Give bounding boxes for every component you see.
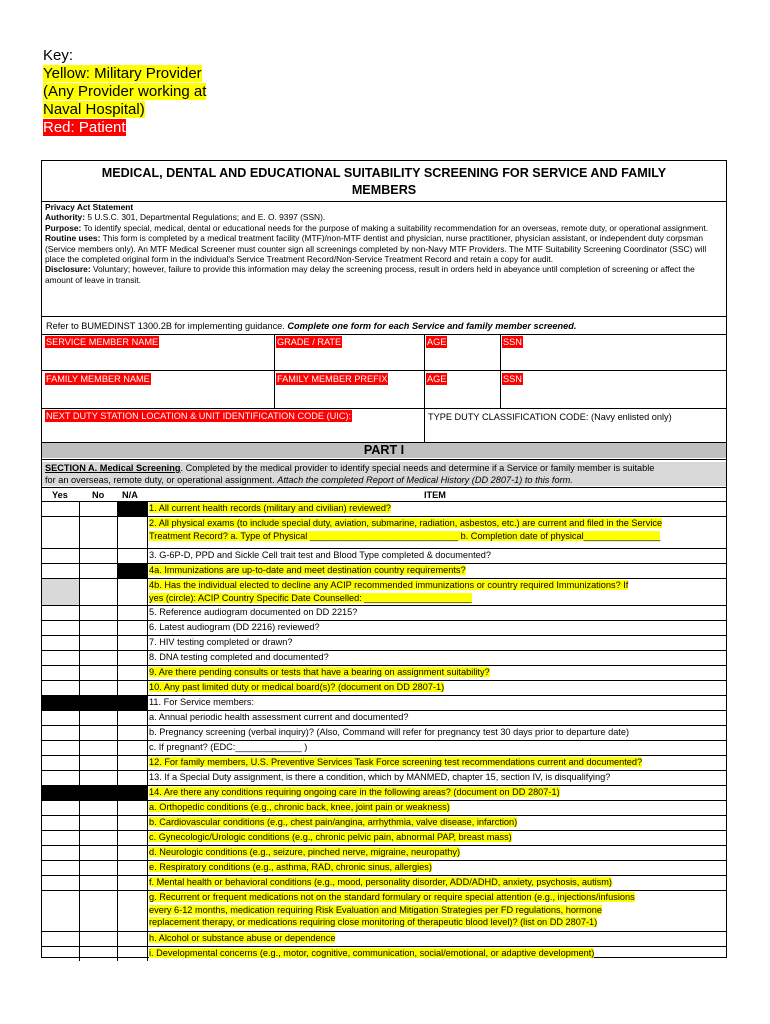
item-text: f. Mental health or behavioral conditions (e.g., mood, personality disorder, ADD/ADHD, anxiety, psychosis, autism) bbox=[149, 877, 612, 887]
item-row bbox=[42, 635, 726, 650]
na-checkbox[interactable] bbox=[118, 516, 148, 548]
yes-checkbox[interactable] bbox=[42, 890, 80, 931]
yes-checkbox[interactable] bbox=[42, 830, 80, 845]
no-checkbox[interactable] bbox=[80, 516, 118, 548]
item-text: e. Respiratory conditions (e.g., asthma, RAD, chronic sinus, allergies) bbox=[149, 862, 432, 872]
na-checkbox[interactable] bbox=[118, 770, 148, 785]
yes-checkbox[interactable] bbox=[42, 860, 80, 875]
key-yellow-line-3: Naval Hospital) bbox=[43, 101, 145, 118]
item-row bbox=[42, 770, 726, 785]
no-checkbox[interactable] bbox=[80, 931, 118, 946]
part-title: PART I bbox=[42, 443, 726, 458]
yes-checkbox bbox=[42, 695, 80, 710]
item-row bbox=[42, 725, 726, 740]
item-row bbox=[42, 740, 726, 755]
no-checkbox[interactable] bbox=[80, 770, 118, 785]
na-checkbox[interactable] bbox=[118, 800, 148, 815]
na-checkbox[interactable] bbox=[118, 605, 148, 620]
section-a-label: SECTION A. Medical Screening bbox=[45, 463, 181, 473]
item-row bbox=[42, 785, 726, 800]
item-text: 14. Are there any conditions requiring ongoing care in the following areas? (document on DD 2807-1) bbox=[149, 787, 560, 797]
title-line-1: MEDICAL, DENTAL AND EDUCATIONAL SUITABILITY SCREENING FOR SERVICE AND FAMILY bbox=[101, 166, 667, 180]
na-checkbox bbox=[118, 501, 148, 516]
na-checkbox[interactable] bbox=[118, 578, 148, 605]
authority-text: 5 U.S.C. 301, Departmental Regulations; and E. O. 9397 (SSN). bbox=[87, 212, 326, 223]
yes-checkbox[interactable] bbox=[42, 875, 80, 890]
yes-checkbox[interactable] bbox=[42, 815, 80, 830]
na-checkbox[interactable] bbox=[118, 680, 148, 695]
item-text: h. Alcohol or substance abuse or dependence bbox=[149, 933, 336, 943]
yes-checkbox[interactable] bbox=[42, 605, 80, 620]
item-row bbox=[42, 710, 726, 725]
item-text: i. Developmental concerns (e.g., motor, cognitive, communication, social/emotional, or adaptive development) bbox=[149, 948, 595, 958]
na-checkbox[interactable] bbox=[118, 875, 148, 890]
yes-checkbox[interactable] bbox=[42, 665, 80, 680]
grade-rate-field[interactable]: GRADE / RATE bbox=[277, 337, 342, 347]
na-checkbox[interactable] bbox=[118, 665, 148, 680]
item-text: g. Recurrent or frequent medications not on the standard formulary or require special attention (e.g., injections/infusions every 6-12 months, medication requiring Risk Evaluation and Mitigation Strategies per FD regulations, hormone replacement therapy, or medications requiring close monitoring of therapeutic blood level)? (list on DD 2807-1) bbox=[149, 892, 635, 928]
na-checkbox[interactable] bbox=[118, 815, 148, 830]
item-row bbox=[42, 665, 726, 680]
no-checkbox[interactable] bbox=[80, 578, 118, 605]
no-checkbox[interactable] bbox=[80, 563, 118, 578]
no-checkbox[interactable] bbox=[80, 635, 118, 650]
no-checkbox[interactable] bbox=[80, 605, 118, 620]
no-checkbox[interactable] bbox=[80, 740, 118, 755]
privacy-heading: Privacy Act Statement bbox=[45, 202, 134, 212]
item-row bbox=[42, 563, 726, 578]
no-checkbox[interactable] bbox=[80, 665, 118, 680]
routine-uses-text: This form is completed by a medical treatment facility (MTF)/non-MTF dentist and physician, nurse practitioner, physician assistant, or independent duty corpsman (Service members only). An MTF Medical Screener must counter sign all screenings completed by non-Navy MTF Providers. The MTF Suitability Screening Coordinator (SSC) will place the completed original form in the individual's Service Treatment Record/Non-Service Treatment Record and retain a copy for audit. bbox=[45, 233, 707, 265]
ssn-field-2[interactable]: SSN bbox=[503, 374, 522, 384]
no-checkbox[interactable] bbox=[80, 548, 118, 563]
col-na: N/A bbox=[122, 490, 138, 500]
item-text: b. Cardiovascular conditions (e.g., chest pain/angina, arrhythmia, valve disease, infarction) bbox=[149, 817, 518, 827]
item-row bbox=[42, 860, 726, 875]
col-item: ITEM bbox=[424, 490, 446, 500]
yes-checkbox[interactable] bbox=[42, 946, 80, 961]
no-checkbox[interactable] bbox=[80, 755, 118, 770]
authority-label: Authority: bbox=[45, 212, 86, 223]
na-checkbox[interactable] bbox=[118, 890, 148, 931]
no-checkbox[interactable] bbox=[80, 680, 118, 695]
item-text: 4a. Immunizations are up-to-date and meet destination country requirements? bbox=[149, 565, 466, 575]
age-field-1[interactable]: AGE bbox=[427, 337, 447, 347]
item-row bbox=[42, 548, 726, 563]
yes-checkbox[interactable] bbox=[42, 635, 80, 650]
na-checkbox[interactable] bbox=[118, 548, 148, 563]
na-checkbox[interactable] bbox=[118, 931, 148, 946]
form-title bbox=[42, 165, 726, 199]
item-text: 8. DNA testing completed and documented? bbox=[149, 652, 329, 662]
no-checkbox[interactable] bbox=[80, 830, 118, 845]
family-member-name-field[interactable]: FAMILY MEMBER NAME bbox=[46, 374, 150, 384]
yes-checkbox[interactable] bbox=[42, 620, 80, 635]
na-checkbox[interactable] bbox=[118, 830, 148, 845]
title-line-2: MEMBERS bbox=[351, 183, 417, 197]
na-checkbox[interactable] bbox=[118, 725, 148, 740]
item-text: 10. Any past limited duty or medical board(s)? (document on DD 2807-1) bbox=[149, 682, 445, 692]
item-row bbox=[42, 800, 726, 815]
item-row bbox=[42, 605, 726, 620]
yes-checkbox[interactable] bbox=[42, 516, 80, 548]
item-text: 6. Latest audiogram (DD 2216) reviewed? bbox=[149, 622, 320, 632]
na-checkbox[interactable] bbox=[118, 740, 148, 755]
yes-checkbox[interactable] bbox=[42, 501, 80, 516]
na-checkbox[interactable] bbox=[118, 710, 148, 725]
disclosure-label: Disclosure: bbox=[45, 264, 91, 275]
key-heading: Key: bbox=[43, 47, 74, 64]
item-text: 3. G-6P-D, PPD and Sickle Cell trait test and Blood Type completed & documented? bbox=[149, 550, 491, 560]
next-duty-station-field[interactable]: NEXT DUTY STATION LOCATION & UNIT IDENTIFICATION CODE (UIC): bbox=[46, 411, 352, 421]
item-row bbox=[42, 755, 726, 770]
item-row bbox=[42, 946, 726, 961]
refer-guidance: Refer to BUMEDINST 1300.2B for implementing guidance. Complete one form for each Service and family member screened. bbox=[46, 321, 577, 331]
item-text: c. If pregnant? (EDC:_____________ ) bbox=[149, 742, 308, 752]
item-row bbox=[42, 620, 726, 635]
no-checkbox[interactable] bbox=[80, 845, 118, 860]
no-checkbox bbox=[80, 785, 118, 800]
yes-checkbox[interactable] bbox=[42, 755, 80, 770]
item-text: 2. All physical exams (to include special duty, aviation, submarine, radiation, asbestos, etc.) are current and filed in the Service Treatment Record? a. Type of Physical _____________________________ b. Completion date of physical_______________ bbox=[149, 518, 663, 541]
no-checkbox[interactable] bbox=[80, 710, 118, 725]
na-checkbox bbox=[118, 563, 148, 578]
disclosure-text: Voluntary; however, failure to provide this information may delay the screening process, result in orders held in abeyance until completion of screening or affect the amount of leave in transit. bbox=[45, 264, 695, 285]
item-row bbox=[42, 501, 726, 516]
key-yellow-line-2: (Any Provider working at bbox=[43, 83, 207, 100]
type-duty-classification-field[interactable]: TYPE DUTY CLASSIFICATION CODE: (Navy enlisted only) bbox=[428, 412, 672, 422]
na-checkbox[interactable] bbox=[118, 755, 148, 770]
yes-checkbox[interactable] bbox=[42, 931, 80, 946]
item-text: 4b. Has the individual elected to decline any ACIP recommended immunizations or country required Immunizations? If yes (circle): ACIP Country Specific Date Counselled: _____________________ bbox=[149, 580, 629, 603]
na-checkbox[interactable] bbox=[118, 620, 148, 635]
na-checkbox bbox=[118, 695, 148, 710]
col-no: No bbox=[92, 490, 105, 500]
privacy-act-statement bbox=[45, 202, 723, 285]
no-checkbox[interactable] bbox=[80, 815, 118, 830]
no-checkbox[interactable] bbox=[80, 501, 118, 516]
age-field-2[interactable]: AGE bbox=[427, 374, 447, 384]
no-checkbox[interactable] bbox=[80, 946, 118, 961]
item-text: a. Orthopedic conditions (e.g., chronic back, knee, joint pain or weakness) bbox=[149, 802, 450, 812]
item-text: 5. Reference audiogram documented on DD 2215? bbox=[149, 607, 358, 617]
yes-checkbox[interactable] bbox=[42, 800, 80, 815]
key-red-label: Red: Patient bbox=[43, 119, 126, 136]
item-text: a. Annual periodic health assessment current and documented? bbox=[149, 712, 409, 722]
item-row bbox=[42, 890, 726, 931]
routine-uses-label: Routine uses: bbox=[45, 233, 101, 244]
yes-checkbox[interactable] bbox=[42, 770, 80, 785]
item-text: 7. HIV testing completed or drawn? bbox=[149, 637, 293, 647]
yes-checkbox[interactable] bbox=[42, 845, 80, 860]
screening-form bbox=[41, 160, 727, 958]
no-checkbox[interactable] bbox=[80, 860, 118, 875]
yes-checkbox bbox=[42, 785, 80, 800]
no-checkbox[interactable] bbox=[80, 800, 118, 815]
item-row bbox=[42, 845, 726, 860]
no-checkbox[interactable] bbox=[80, 650, 118, 665]
purpose-text: To identify special, medical, dental or educational needs for the purpose of making a suitability recommendation for an overseas, remote duty, or operational assignment. bbox=[83, 222, 709, 233]
na-checkbox[interactable] bbox=[118, 845, 148, 860]
yes-checkbox[interactable] bbox=[42, 725, 80, 740]
ssn-field-1[interactable]: SSN bbox=[503, 337, 522, 347]
no-checkbox bbox=[80, 695, 118, 710]
item-text: 1. All current health records (military and civilian) reviewed? bbox=[149, 503, 392, 513]
na-checkbox[interactable] bbox=[118, 946, 148, 961]
purpose-label: Purpose: bbox=[45, 222, 82, 233]
no-checkbox[interactable] bbox=[80, 725, 118, 740]
item-text: b. Pregnancy screening (verbal inquiry)? (Also, Command will refer for pregnancy test 30 days prior to departure date) bbox=[149, 727, 630, 737]
na-checkbox[interactable] bbox=[118, 635, 148, 650]
item-row bbox=[42, 875, 726, 890]
item-text: d. Neurologic conditions (e.g., seizure, pinched nerve, migraine, neuropathy) bbox=[149, 847, 461, 857]
col-yes: Yes bbox=[52, 490, 68, 500]
na-checkbox[interactable] bbox=[118, 860, 148, 875]
item-text: 12. For family members, U.S. Preventive Services Task Force screening test recommendations current and documented? bbox=[149, 757, 643, 767]
item-row bbox=[42, 830, 726, 845]
item-row bbox=[42, 695, 726, 710]
section-a-header: SECTION A. Medical Screening. Completed by the medical provider to identify special needs and determine if a Service or family member is suitable for an overseas, remote duty, or operational assignment. Attach the completed Report of Medical History (DD 2807-1) to this form. bbox=[42, 462, 726, 486]
color-key bbox=[43, 47, 206, 137]
item-row bbox=[42, 931, 726, 946]
item-row bbox=[42, 650, 726, 665]
yes-checkbox[interactable] bbox=[42, 578, 80, 605]
item-text: 11. For Service members: bbox=[149, 697, 255, 707]
na-checkbox bbox=[118, 785, 148, 800]
yes-checkbox[interactable] bbox=[42, 680, 80, 695]
item-text: 13. If a Special Duty assignment, is there a condition, which by MANMED, chapter 15, section IV, is disqualifying? bbox=[149, 772, 611, 782]
yes-checkbox[interactable] bbox=[42, 710, 80, 725]
yes-checkbox[interactable] bbox=[42, 563, 80, 578]
item-row bbox=[42, 578, 726, 605]
item-row bbox=[42, 516, 726, 548]
key-yellow-line-1: Yellow: Military Provider bbox=[43, 65, 202, 82]
service-member-name-field[interactable]: SERVICE MEMBER NAME bbox=[46, 337, 159, 347]
no-checkbox[interactable] bbox=[80, 890, 118, 931]
no-checkbox[interactable] bbox=[80, 620, 118, 635]
yes-checkbox[interactable] bbox=[42, 548, 80, 563]
item-text: 9. Are there pending consults or tests that have a bearing on assignment suitability? bbox=[149, 667, 490, 677]
item-row bbox=[42, 680, 726, 695]
yes-checkbox[interactable] bbox=[42, 740, 80, 755]
item-text: c. Gynecologic/Urologic conditions (e.g., chronic pelvic pain, abnormal PAP, breast mass) bbox=[149, 832, 512, 842]
family-member-prefix-field[interactable]: FAMILY MEMBER PREFIX bbox=[277, 374, 388, 384]
yes-checkbox[interactable] bbox=[42, 650, 80, 665]
no-checkbox[interactable] bbox=[80, 875, 118, 890]
na-checkbox[interactable] bbox=[118, 650, 148, 665]
item-row bbox=[42, 815, 726, 830]
